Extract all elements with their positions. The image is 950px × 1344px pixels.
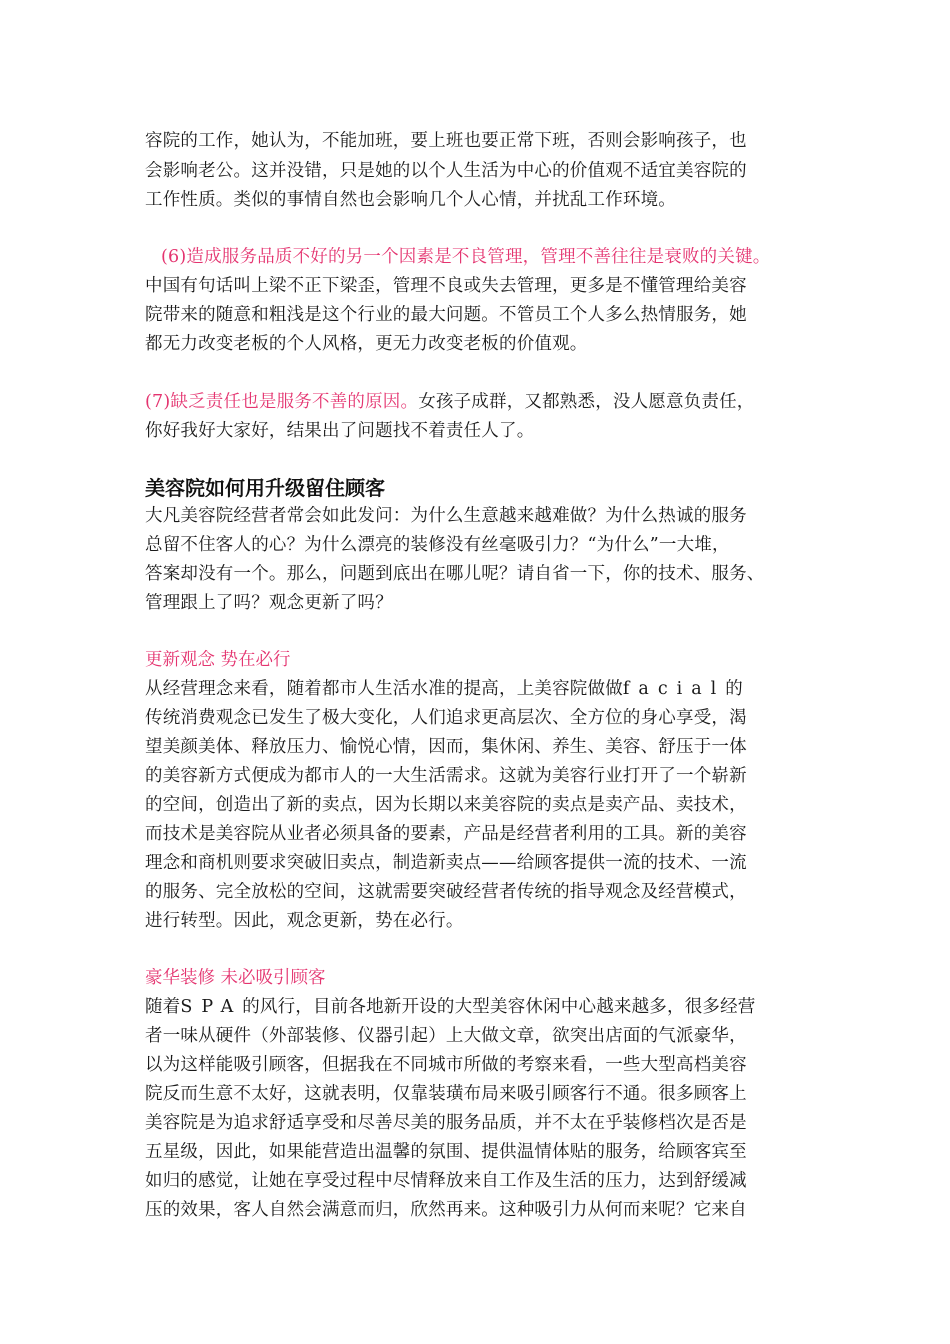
- paragraph-line: 答案却没有一个。那么，问题到底出在哪儿呢？请自省一下，你的技术、服务、: [145, 564, 765, 584]
- paragraph-line: 容院的工作，她认为，不能加班，要上班也要正常下班，否则会影响孩子，也: [145, 131, 747, 151]
- paragraph-line: 你好我好大家好，结果出了问题找不着责任人了。: [145, 421, 535, 441]
- paragraph-line: [145, 996, 756, 1018]
- paragraph-line: 者一味从硬件（外部装修、仪器引起）上大做文章，欲突出店面的气派豪华，: [145, 1026, 747, 1046]
- text-span: 的风行，目前各地新开设的大型美容休闲中心越来越多，很多经营: [242, 997, 756, 1017]
- paragraph-line: 理念和商机则要求突破旧卖点，制造新卖点——给顾客提供一流的技术、一流: [145, 853, 747, 873]
- paragraph-line: 都无力改变老板的个人风格，更无力改变老板的价值观。: [145, 334, 588, 354]
- paragraph-line: 管理跟上了吗？观念更新了吗？: [145, 593, 393, 613]
- subsection-title: 豪华装修 未必吸引顾客: [145, 968, 326, 988]
- paragraph-line: 总留不住客人的心？为什么漂亮的装修没有丝毫吸引力？“为什么”一大堆，: [145, 535, 730, 555]
- paragraph-line: 会影响老公。这并没错，只是她的以个人生活为中心的价值观不适宜美容院的: [145, 161, 747, 181]
- paragraph-line: 院带来的随意和粗浅是这个行业的最大问题。不管员工个人多么热情服务，她: [145, 305, 747, 325]
- paragraph-line: 美容院是为追求舒适享受和尽善尽美的服务品质，并不太在乎装修档次是否是: [145, 1113, 747, 1133]
- section-title: 美容院如何用升级留住顾客: [145, 476, 385, 500]
- paragraph-line: 中国有句话叫上梁不正下梁歪，管理不良或失去管理，更多是不懂管理给美容: [145, 276, 747, 296]
- text-span: 的: [725, 679, 743, 699]
- point-6-lead: (6)造成服务品质不好的另一个因素是不良管理，管理不善往往是衰败的关键。: [161, 247, 771, 267]
- paragraph-line: 传统消费观念已发生了极大变化，人们追求更高层次、全方位的身心享受，渴: [145, 708, 747, 728]
- paragraph-line: 而技术是美容院从业者必须具备的要素，产品是经营者利用的工具。新的美容: [145, 824, 747, 844]
- paragraph-line: 以为这样能吸引顾客，但据我在不同城市所做的考察来看，一些大型高档美容: [145, 1055, 747, 1075]
- text-span: 随着: [145, 997, 181, 1017]
- spa-word: SPA: [180, 997, 243, 1017]
- paragraph-line: 的美容新方式便成为都市人的一大生活需求。这就为美容行业打开了一个崭新: [145, 766, 747, 786]
- paragraph-line: 大凡美容院经营者常会如此发问：为什么生意越来越难做？为什么热诚的服务: [145, 506, 747, 526]
- facial-word: facial: [622, 679, 726, 699]
- paragraph-line: 工作性质。类似的事情自然也会影响几个人心情，并扰乱工作环境。: [145, 190, 676, 210]
- paragraph-line: 的空间，创造出了新的卖点，因为长期以来美容院的卖点是卖产品、卖技术，: [145, 795, 747, 815]
- paragraph-line: 望美颜美体、释放压力、愉悦心情，因而，集休闲、养生、美容、舒压于一体: [145, 737, 747, 757]
- paragraph-line: [145, 678, 743, 700]
- paragraph-line: 如归的感觉，让她在享受过程中尽情释放来自工作及生活的压力，达到舒缓减: [145, 1171, 747, 1191]
- paragraph-line: 院反而生意不太好，这就表明，仅靠装璜布局来吸引顾客行不通。很多顾客上: [145, 1084, 747, 1104]
- text-span: 从经营理念来看，随着都市人生活水准的提高，上美容院做做: [145, 679, 623, 699]
- point-7-rest: 女孩子成群，又都熟悉，没人愿意负责任，: [418, 392, 755, 412]
- subsection-title: 更新观念 势在必行: [145, 650, 291, 670]
- paragraph-line: 的服务、完全放松的空间，这就需要突破经营者传统的指导观念及经营模式，: [145, 882, 747, 902]
- paragraph-line: 进行转型。因此，观念更新，势在必行。: [145, 911, 464, 931]
- paragraph-line: 压的效果，客人自然会满意而归，欣然再来。这种吸引力从何而来呢？它来自: [145, 1200, 747, 1220]
- paragraph-line: 五星级，因此，如果能营造出温馨的氛围、提供温情体贴的服务，给顾客宾至: [145, 1142, 747, 1162]
- point-7-line: [145, 391, 755, 413]
- point-7-lead: (7)缺乏责任也是服务不善的原因。: [145, 392, 419, 412]
